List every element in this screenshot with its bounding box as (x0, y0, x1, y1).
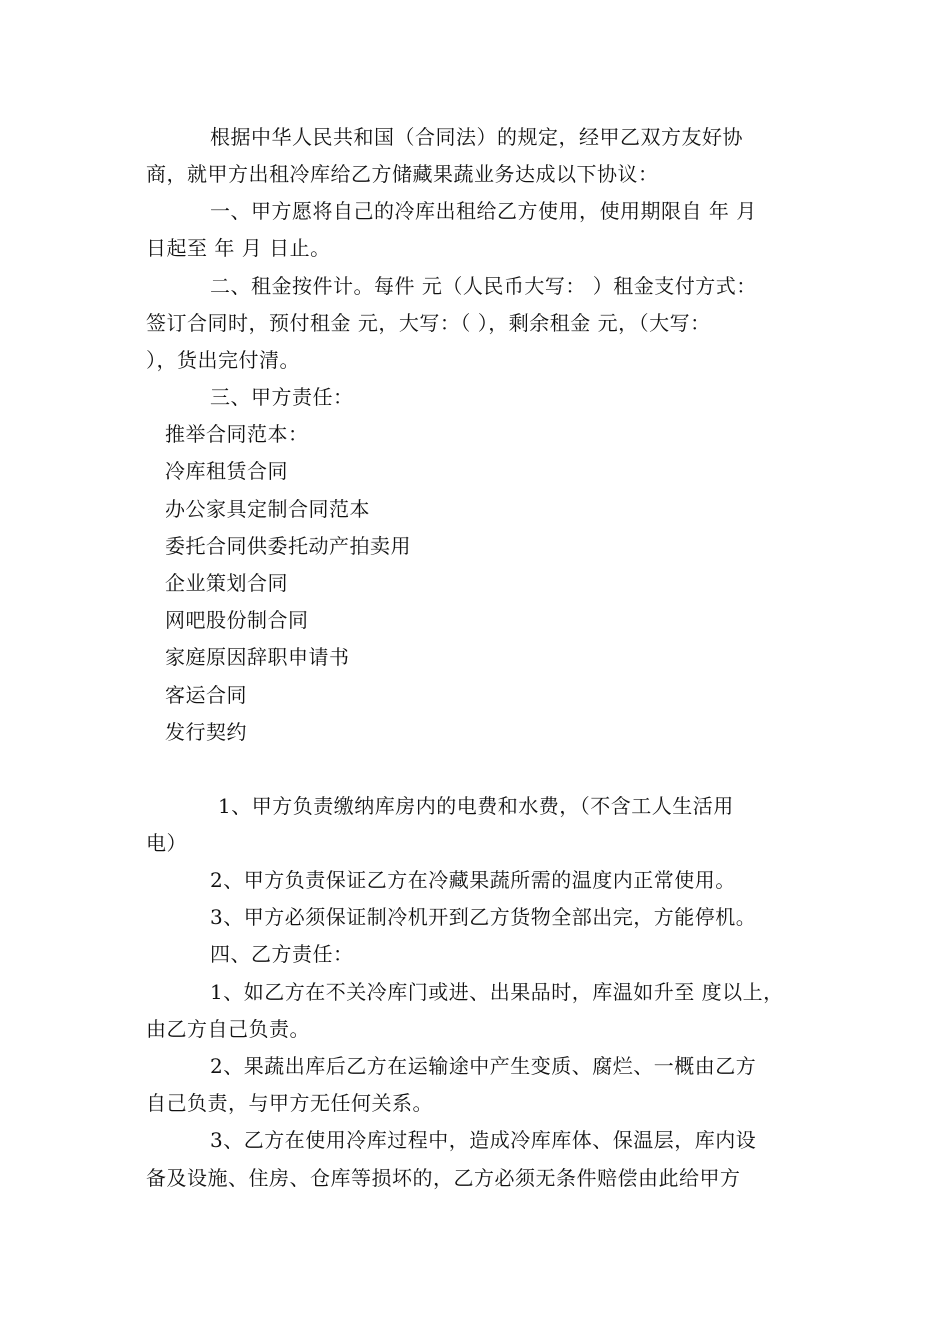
recommend-heading: 推举合同范本： (165, 422, 309, 446)
duty-b-2-line-1: 2、果蔬出库后乙方在运输途中产生变质、腐烂、一概由乙方 (210, 1054, 757, 1078)
recommend-link[interactable]: 委托合同供委托动产拍卖用 (165, 534, 411, 558)
recommend-link[interactable]: 家庭原因辞职申请书 (165, 645, 350, 669)
duty-a-1-line-2: 电） (146, 831, 187, 855)
duty-b-3-line-1: 3、乙方在使用冷库过程中，造成冷库库体、保温层，库内设 (210, 1128, 757, 1152)
recommend-link[interactable]: 网吧股份制合同 (165, 608, 309, 632)
clause-2-line-3: ），货出完付清。 (146, 348, 300, 372)
paragraph-intro-line-1: 根据中华人民共和国（合同法）的规定，经甲乙双方友好协 (210, 125, 743, 149)
recommend-link[interactable]: 办公家具定制合同范本 (165, 497, 370, 521)
duty-b-1-line-1: 1、如乙方在不关冷库门或进、出果品时，库温如升至 度以上， (210, 980, 784, 1004)
duty-a-3: 3、甲方必须保证制冷机开到乙方货物全部出完，方能停机。 (210, 905, 757, 929)
duty-b-3-line-2: 备及设施、住房、仓库等损坏的，乙方必须无条件赔偿由此给甲方 (146, 1166, 741, 1190)
duty-b-1-line-2: 由乙方自己负责。 (146, 1017, 310, 1041)
clause-2-line-1: 二、租金按件计。每件 元（人民币大写： ）租金支付方式： (210, 274, 757, 298)
recommend-link[interactable]: 冷库租赁合同 (165, 459, 288, 483)
duty-a-1-line-1: 1、甲方负责缴纳库房内的电费和水费，（不含工人生活用 (218, 794, 734, 818)
recommend-link[interactable]: 客运合同 (165, 683, 247, 707)
section-3-heading: 三、甲方责任： (210, 385, 354, 409)
duty-b-2-line-2: 自己负责，与甲方无任何关系。 (146, 1091, 433, 1115)
recommend-link[interactable]: 企业策划合同 (165, 571, 288, 595)
paragraph-intro-line-2: 商，就甲方出租冷库给乙方储藏果蔬业务达成以下协议： (146, 162, 659, 186)
clause-1-line-1: 一、甲方愿将自己的冷库出租给乙方使用，使用期限自 年 月 (210, 199, 757, 223)
duty-a-2: 2、甲方负责保证乙方在冷藏果蔬所需的温度内正常使用。 (210, 868, 736, 892)
clause-1-line-2: 日起至 年 月 日止。 (146, 236, 331, 260)
section-4-heading: 四、乙方责任： (210, 942, 354, 966)
clause-2-line-2: 签订合同时，预付租金 元，大写：（ ），剩余租金 元，（大写： (146, 311, 711, 335)
recommend-link[interactable]: 发行契约 (165, 720, 247, 744)
